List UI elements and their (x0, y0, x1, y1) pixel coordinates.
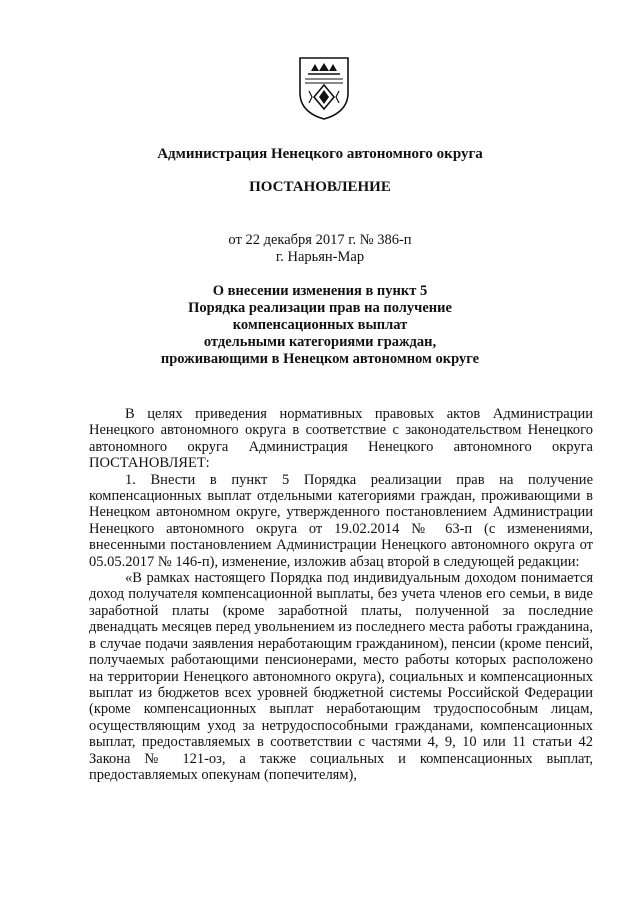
title-line: Порядка реализации прав на получение (188, 300, 452, 316)
title-line: проживающими в Ненецком автономном округе (160, 351, 480, 367)
document-body (89, 406, 593, 783)
body-paragraph-quote: «В рамках настоящего Порядка под индивидуальным доходом понимается доход получателя компенсационной выплаты, без учета членов его семьи, в виде заработной платы (кроме заработной платы, полученной за последние двенадцать месяцев перед увольнением из последнего места работы гражданина, в случае подачи заявления неработающим гражданином), пенсии (кроме пенсий, получаемых работающими пенсионерами, место работы которых расположено на территории Ненецкого автономного округа), социальных и компенсационных выплат из бюджетов всех уровней бюджетной системы Российской Федерации (кроме компенсационных выплат неработающим трудоспособным лицам, осуществляющим уход за нетрудоспособными гражданами, компенсационных выплат, предоставляемых в соответствии с частями 4, 9, 10 или 11 статьи 42 Закона № 121-оз, а также социальных и компенсационных выплат, предоставляемых опекунам (попечителям), (89, 570, 593, 783)
organization-name: Администрация Ненецкого автономного округа (157, 146, 483, 162)
document-type: ПОСТАНОВЛЕНИЕ (249, 179, 391, 195)
title-line: компенсационных выплат (232, 317, 408, 333)
nao-coat-of-arms-icon (297, 55, 351, 121)
body-paragraph-preamble: В целях приведения нормативных правовых актов Администрации Ненецкого автономного округа в соответствие с законодательством Ненецкого автономного округа Администрация Ненецкого автономного округа ПОСТАНОВЛЯЕТ: (89, 406, 593, 472)
title-line: отдельными категориями граждан, (203, 334, 437, 350)
document-title (0, 283, 640, 368)
document-city: г. Нарьян-Мар (275, 249, 365, 265)
body-paragraph-item-1: 1. Внести в пункт 5 Порядка реализации прав на получение компенсационных выплат отдельными категориями граждан, проживающими в Ненецком автономном округе, утвержденного постановлением Администрации Ненецкого автономного округа от 19.02.2014 № 63-п (с изменениями, внесенными постановлением Администрации Ненецкого автономного округа от 05.05.2017 № 146-п), изменение, изложив абзац второй в следующей редакции: (89, 471, 593, 570)
title-line: О внесении изменения в пункт 5 (212, 283, 428, 299)
document-date-number: от 22 декабря 2017 г. № 386-п (228, 232, 412, 248)
